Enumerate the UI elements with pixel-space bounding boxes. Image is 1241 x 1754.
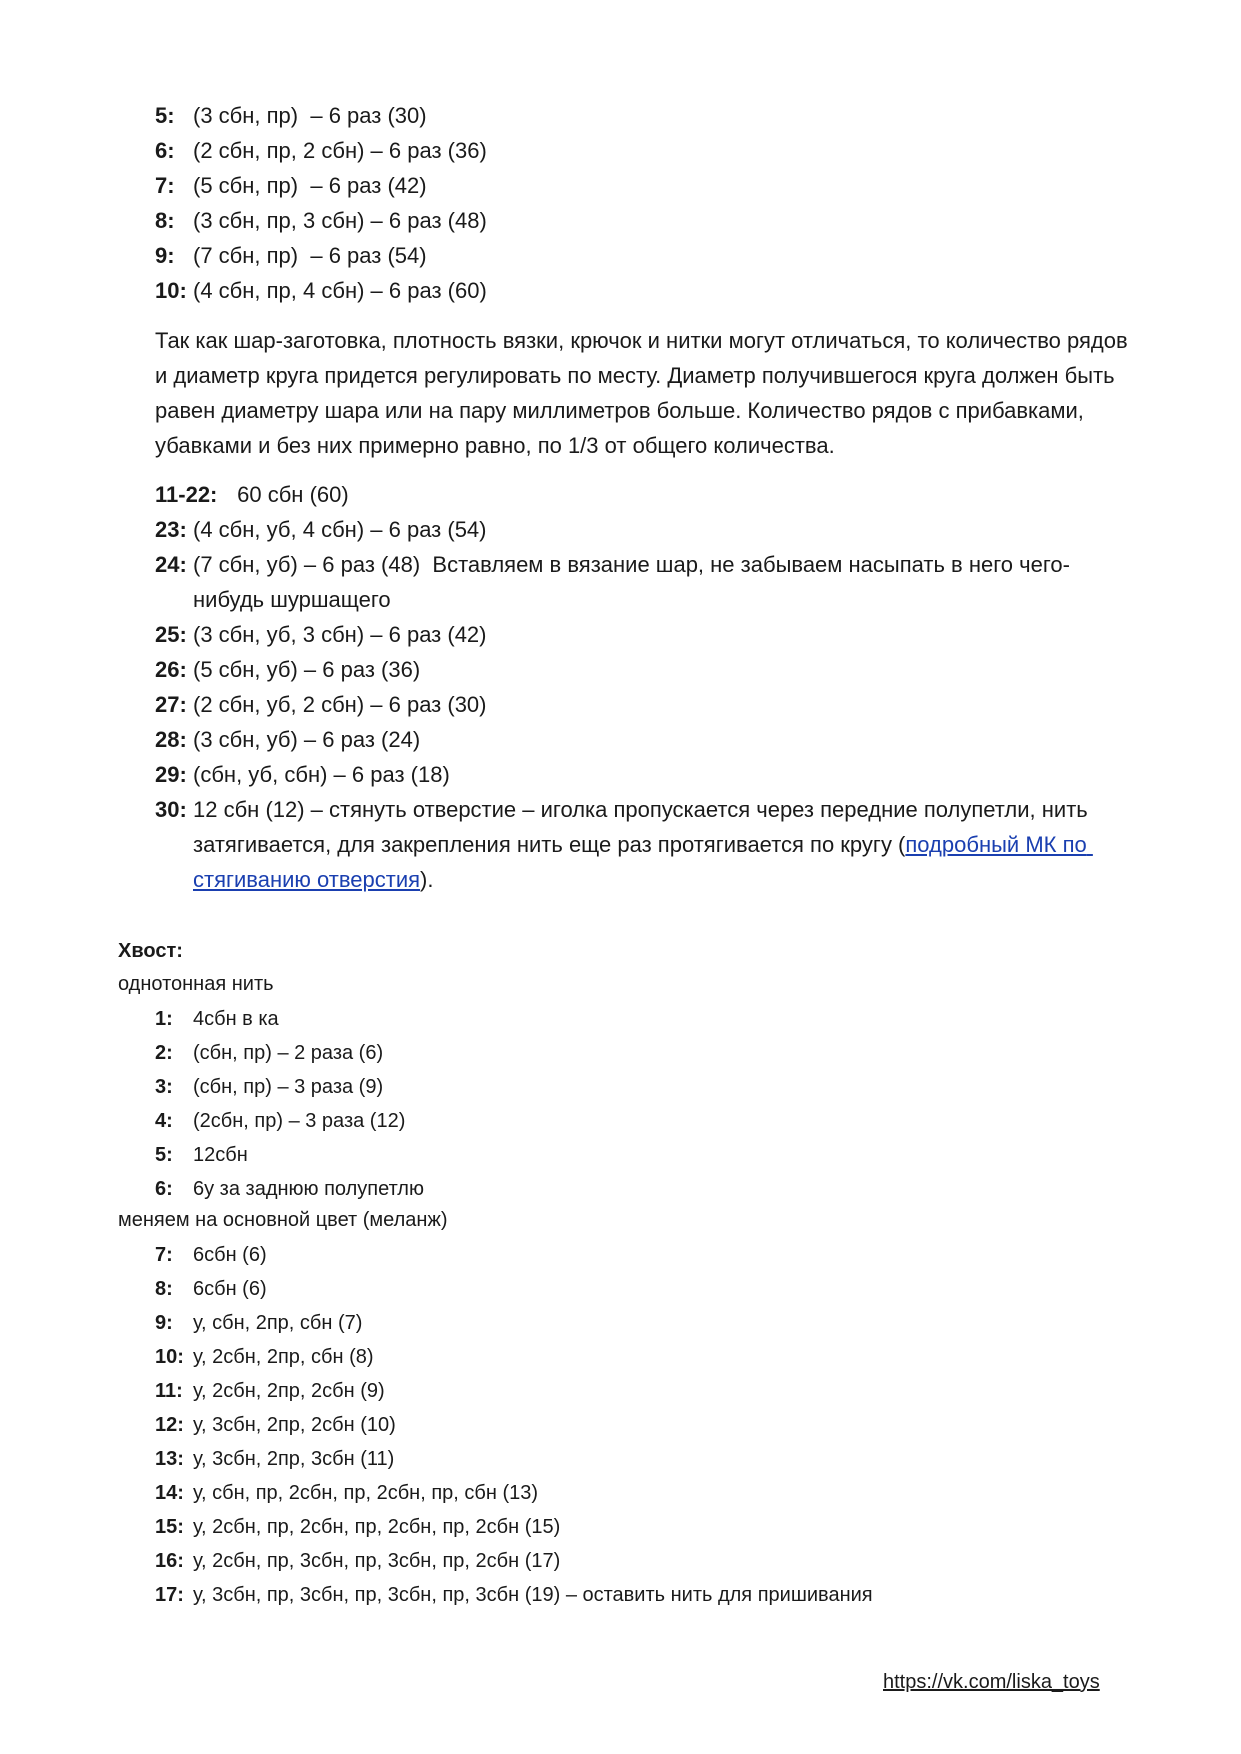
row-number: 2: [155, 1042, 173, 1064]
row-text: (7 сбн, пр) – 6 раз (54) [193, 243, 427, 268]
row-text: у, 2сбн, пр, 3сбн, пр, 3сбн, пр, 2сбн (17) [193, 1550, 561, 1572]
row-text: 4сбн в ка [193, 1008, 279, 1030]
row-number: 11-22: [155, 482, 218, 507]
tail-yarn-note: однотонная нить [118, 973, 274, 995]
list-item [155, 1238, 1135, 1272]
note-paragraph: Так как шар-заготовка, плотность вязки, крючок и нитки могут отличаться, то количество рядов и диаметр круга придется регулировать по месту. Диаметр получившегося круга должен быть равен диаметру шара или на пару миллиметров больше. Количество рядов с прибавками, убавками и без них примерно равно, по 1/3 от общего количества. [155, 328, 1128, 458]
list-item [155, 1510, 1135, 1544]
row-number: 8: [155, 1278, 173, 1300]
row-number: 12: [155, 1414, 184, 1436]
color-change-note: меняем на основной цвет (меланж) [118, 1209, 448, 1231]
row-text: (3 сбн, уб, 3 сбн) – 6 раз (42) [193, 622, 487, 647]
list-item [155, 1002, 1135, 1036]
row-number: 3: [155, 1076, 173, 1098]
row-30-text-before: 12 сбн (12) – стянуть отверстие – иголка пропускается через передние полупетли, нить затягивается, для закрепления нить еще раз протягивается по кругу ( [193, 797, 1094, 857]
row-number: 17: [155, 1584, 184, 1606]
rows-top-list [155, 98, 1135, 308]
row-number: 9: [155, 1312, 173, 1334]
row-text: (3 сбн, пр) – 6 раз (30) [193, 103, 427, 128]
list-item [155, 1374, 1135, 1408]
row-text: 6у за заднюю полупетлю [193, 1178, 424, 1200]
closing-hole-tutorial-link[interactable]: подробный МК по стягиванию отверстия [193, 832, 1093, 892]
row-text: у, 3сбн, 2пр, 3сбн (11) [193, 1448, 395, 1470]
row-text: (сбн, уб, сбн) – 6 раз (18) [193, 762, 450, 787]
row-text: (4 сбн, уб, 4 сбн) – 6 раз (54) [193, 517, 487, 542]
tail-rows-list-b [155, 1238, 1135, 1612]
row-number: 13: [155, 1448, 184, 1470]
row-text: у, сбн, пр, 2сбн, пр, 2сбн, пр, сбн (13) [193, 1482, 539, 1504]
row-number: 10: [155, 278, 187, 303]
tail-rows-list-a [155, 1002, 1135, 1206]
row-text [193, 792, 1135, 897]
list-item [155, 722, 1135, 757]
list-item [155, 1544, 1135, 1578]
row-number: 9: [155, 243, 175, 268]
row-text: у, 3сбн, пр, 3сбн, пр, 3сбн, пр, 3сбн (19) – оставить нить для пришивания [193, 1584, 873, 1606]
row-number: 30: [155, 797, 187, 822]
row-number: 10: [155, 1346, 184, 1368]
list-item [155, 273, 1135, 308]
row-text: (2 сбн, пр, 2 сбн) – 6 раз (36) [193, 138, 487, 163]
row-number: 29: [155, 762, 187, 787]
row-number: 27: [155, 692, 187, 717]
row-number: 25: [155, 622, 187, 647]
row-text: у, 2сбн, 2пр, 2сбн (9) [193, 1380, 385, 1402]
row-number: 14: [155, 1482, 184, 1504]
row-text: (сбн, пр) – 3 раза (9) [193, 1076, 384, 1098]
row-number: 8: [155, 208, 175, 233]
row-text: 60 сбн (60) [231, 482, 349, 507]
row-number: 7: [155, 1244, 173, 1266]
row-number: 24: [155, 552, 187, 577]
list-item [155, 757, 1135, 792]
row-text: 6сбн (6) [193, 1278, 267, 1300]
list-item [155, 1476, 1135, 1510]
row-text: у, 3сбн, 2пр, 2сбн (10) [193, 1414, 396, 1436]
footer-vk-link[interactable]: https://vk.com/liska_toys [883, 1671, 1100, 1693]
list-item [155, 1138, 1135, 1172]
row-text: (2 сбн, уб, 2 сбн) – 6 раз (30) [193, 692, 487, 717]
row-number: 6: [155, 1178, 173, 1200]
list-item [155, 792, 1135, 897]
row-number: 23: [155, 517, 187, 542]
list-item [155, 1272, 1135, 1306]
row-text: 12сбн [193, 1144, 248, 1166]
row-number: 6: [155, 138, 175, 163]
row-number: 11: [155, 1380, 183, 1402]
list-item [155, 1104, 1135, 1138]
list-item [155, 98, 1135, 133]
row-30-text-after: ). [420, 867, 434, 892]
list-item [155, 168, 1135, 203]
row-number: 4: [155, 1110, 173, 1132]
row-number: 1: [155, 1008, 173, 1030]
list-item [155, 203, 1135, 238]
list-item [155, 1442, 1135, 1476]
list-item [155, 617, 1135, 652]
row-text: (7 сбн, уб) – 6 раз (48) Вставляем в вязание шар, не забываем насыпать в него чего-нибудь шуршащего [193, 552, 1070, 612]
row-text: (сбн, пр) – 2 раза (6) [193, 1042, 384, 1064]
row-text: (4 сбн, пр, 4 сбн) – 6 раз (60) [193, 278, 487, 303]
list-item [155, 1340, 1135, 1374]
row-text: 6сбн (6) [193, 1244, 267, 1266]
row-text: (5 сбн, пр) – 6 раз (42) [193, 173, 427, 198]
list-item [155, 1172, 1135, 1206]
row-number: 7: [155, 173, 175, 198]
list-item [155, 652, 1135, 687]
list-item [155, 477, 1135, 512]
row-text: (3 сбн, уб) – 6 раз (24) [193, 727, 421, 752]
row-text: (2сбн, пр) – 3 раза (12) [193, 1110, 406, 1132]
row-text: у, 2сбн, пр, 2сбн, пр, 2сбн, пр, 2сбн (15) [193, 1516, 561, 1538]
list-item [155, 1578, 1135, 1612]
list-item [155, 687, 1135, 722]
row-number: 16: [155, 1550, 184, 1572]
list-item [155, 1408, 1135, 1442]
list-item [155, 547, 1135, 617]
list-item [155, 1306, 1135, 1340]
row-text: у, сбн, 2пр, сбн (7) [193, 1312, 363, 1334]
row-text: у, 2сбн, 2пр, сбн (8) [193, 1346, 374, 1368]
list-item [155, 1070, 1135, 1104]
row-number: 15: [155, 1516, 184, 1538]
row-number: 28: [155, 727, 187, 752]
row-number: 5: [155, 1144, 173, 1166]
list-item [155, 1036, 1135, 1070]
row-number: 26: [155, 657, 187, 682]
list-item [155, 238, 1135, 273]
row-text: (5 сбн, уб) – 6 раз (36) [193, 657, 421, 682]
list-item [155, 512, 1135, 547]
tail-heading: Хвост: [118, 940, 183, 962]
rows-mid-list [155, 477, 1135, 897]
row-number: 5: [155, 103, 175, 128]
row-text: (3 сбн, пр, 3 сбн) – 6 раз (48) [193, 208, 487, 233]
list-item [155, 133, 1135, 168]
